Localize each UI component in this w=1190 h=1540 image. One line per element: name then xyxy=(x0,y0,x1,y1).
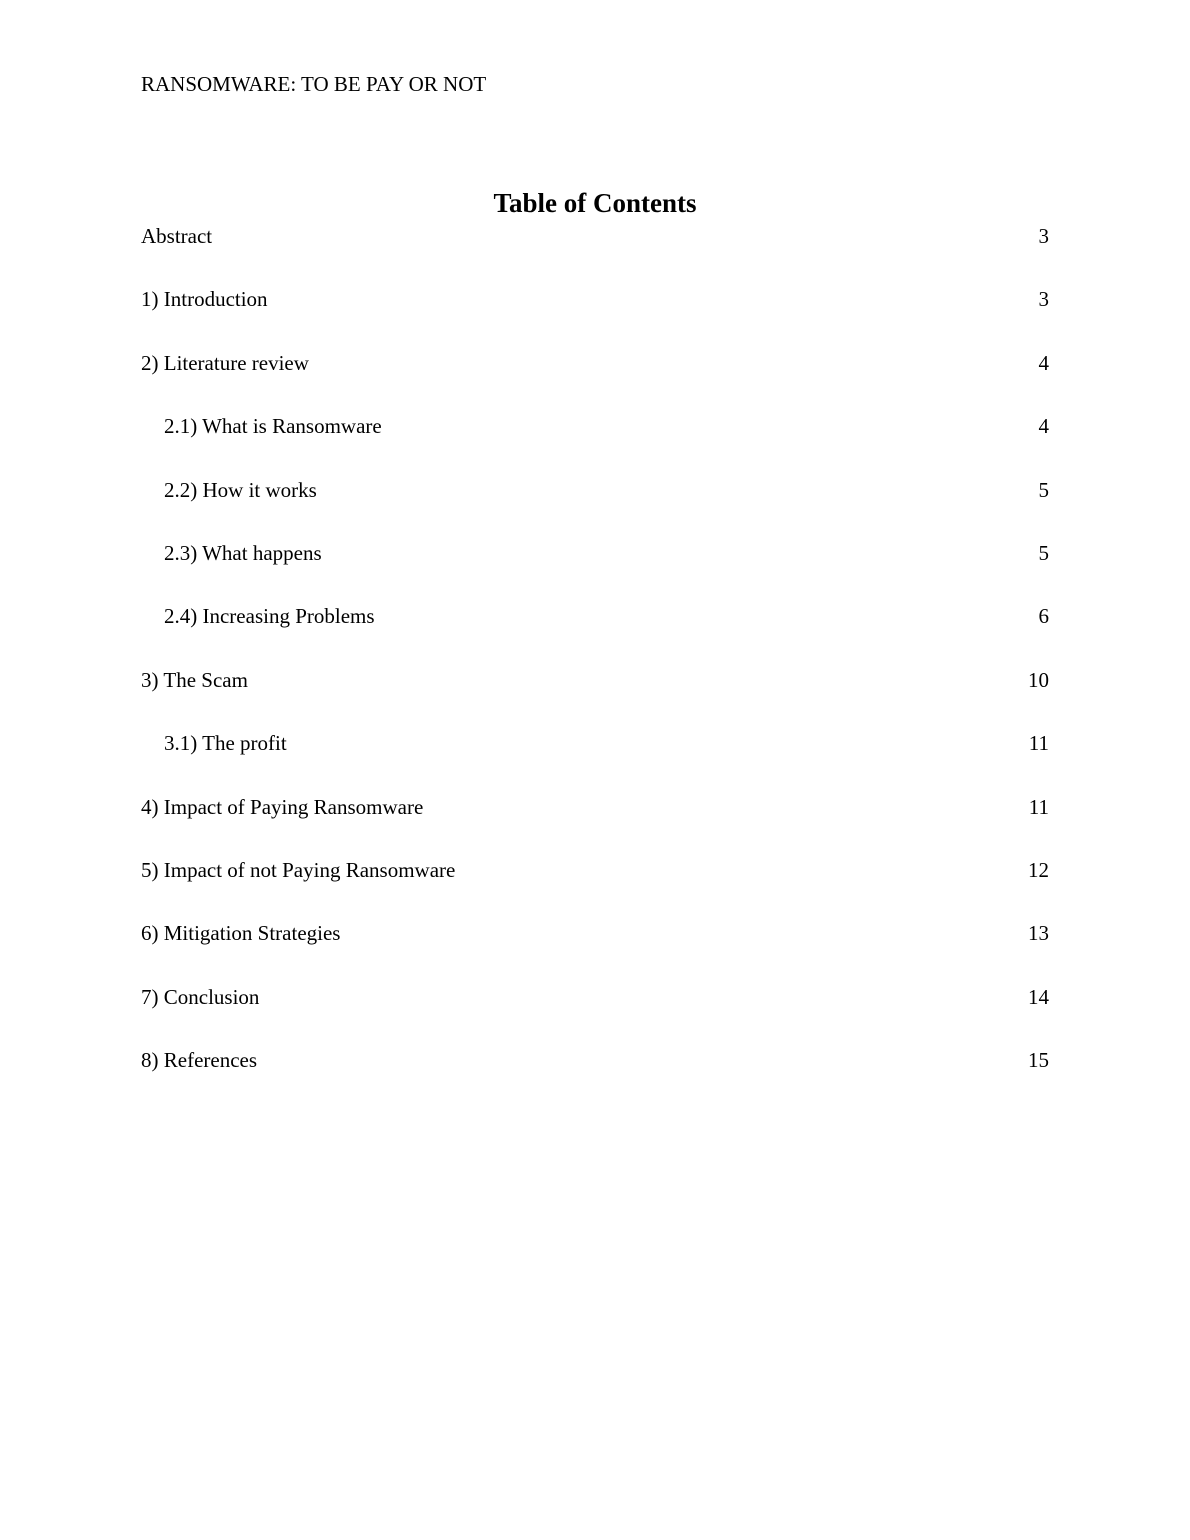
toc-entry-label: 5) Impact of not Paying Ransomware xyxy=(141,857,456,882)
toc-entry-label: Abstract xyxy=(141,224,213,248)
toc-entry-impact-of-paying[interactable] xyxy=(141,793,1049,856)
toc-entry-the-scam[interactable] xyxy=(141,666,1049,729)
toc-entry-label: 8) References xyxy=(141,1048,258,1073)
toc-entry-page: 11 xyxy=(1028,794,1049,819)
running-head: RANSOMWARE: TO BE PAY OR NOT xyxy=(141,72,487,96)
toc-entry-page: 12 xyxy=(1028,857,1049,882)
toc-entry-increasing-problems[interactable] xyxy=(141,602,1049,665)
toc-entry-page: 15 xyxy=(1028,1048,1049,1073)
toc-entry-page: 4 xyxy=(1038,414,1049,439)
toc-entry-label: 2.4) Increasing Problems xyxy=(164,604,375,629)
toc-entry-mitigation-strategies[interactable] xyxy=(141,919,1049,982)
toc-entry-page: 6 xyxy=(1038,604,1049,629)
toc-entry-the-profit[interactable] xyxy=(141,729,1049,792)
toc-entry-label: 7) Conclusion xyxy=(141,984,260,1009)
toc-entry-page: 3 xyxy=(1038,224,1049,248)
toc-entry-what-is-ransomware[interactable] xyxy=(141,412,1049,475)
toc-entry-label: 1) Introduction xyxy=(141,287,268,312)
toc-entry-page: 10 xyxy=(1028,667,1049,692)
toc-entry-label: 2) Literature review xyxy=(141,350,309,375)
toc-entry-how-it-works[interactable] xyxy=(141,476,1049,539)
toc-entry-references[interactable] xyxy=(141,1046,1049,1109)
toc-entry-page: 13 xyxy=(1028,921,1049,946)
toc-entry-what-happens[interactable] xyxy=(141,539,1049,602)
toc-entry-page: 4 xyxy=(1038,350,1049,375)
toc-entry-label: 2.3) What happens xyxy=(164,540,322,565)
toc-entry-page: 14 xyxy=(1028,984,1049,1009)
toc-title: Table of Contents xyxy=(493,188,697,218)
toc-entry-conclusion[interactable] xyxy=(141,983,1049,1046)
toc-entry-label: 3) The Scam xyxy=(141,667,248,692)
toc-entry-label: 2.2) How it works xyxy=(164,477,317,502)
toc-entry-literature-review[interactable] xyxy=(141,349,1049,412)
toc-entry-label: 3.1) The profit xyxy=(164,731,287,756)
toc-entry-page: 11 xyxy=(1028,731,1049,756)
toc-entry-impact-of-not-paying[interactable] xyxy=(141,856,1049,919)
toc-entry-label: 6) Mitigation Strategies xyxy=(141,921,341,946)
toc-entry-introduction[interactable] xyxy=(141,285,1049,348)
toc-entry-page: 5 xyxy=(1038,477,1049,502)
toc-entry-label: 4) Impact of Paying Ransomware xyxy=(141,794,424,819)
toc-list xyxy=(141,222,1049,1109)
toc-entry-label: 2.1) What is Ransomware xyxy=(164,414,382,439)
toc-entry-page: 5 xyxy=(1038,540,1049,565)
toc-entry-page: 3 xyxy=(1038,287,1049,312)
toc-entry-abstract[interactable] xyxy=(141,222,1049,285)
